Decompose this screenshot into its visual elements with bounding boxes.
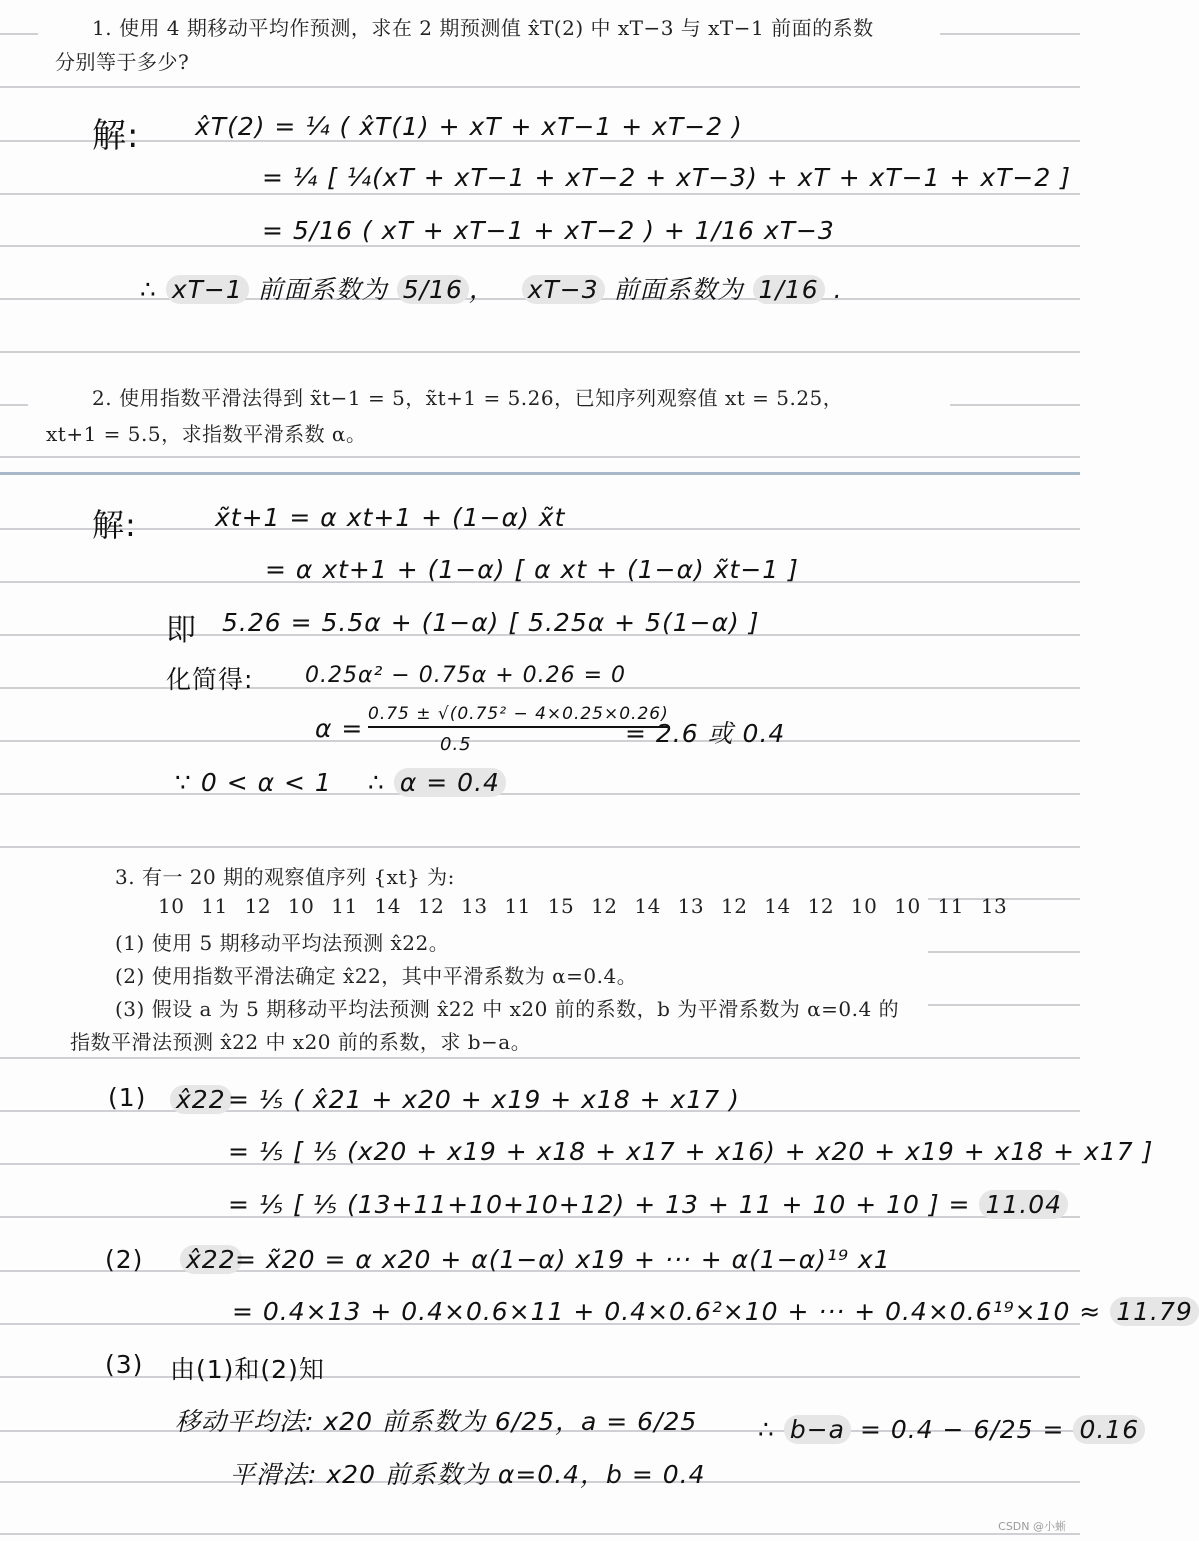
rule-line: [0, 86, 1080, 88]
problem-2-alpha-lhs: α =: [315, 714, 364, 743]
solution-label: 解:: [92, 506, 137, 544]
rule-line: [0, 404, 28, 406]
solution-label: 解:: [92, 116, 140, 156]
comma: ，: [468, 275, 495, 304]
problem-1-equation-1: x̂T(2) = ¼ ( x̂T(1) + xT + xT−1 + xT−2 ): [195, 112, 743, 141]
highlight-term: x̂22: [180, 1245, 242, 1274]
answer-1-lhs: [170, 1085, 232, 1114]
rule-line: [0, 793, 1080, 795]
problem-3-sub-3-line-2: 指数平滑法预测 x̂22 中 x20 前的系数，求 b−a。: [70, 1030, 532, 1054]
rule-line: [0, 1057, 1080, 1059]
answer-3-label: (3): [105, 1350, 144, 1379]
problem-3-question-line-1: 3. 有一 20 期的观察值序列 {xt} 为:: [115, 865, 455, 889]
problem-1-conclusion: [140, 270, 843, 306]
answer-2-label: (2): [105, 1245, 144, 1274]
equation-text: = 0.4×13 + 0.4×0.6×11 + 0.4×0.6²×10 + ··· + 0.4×0.6¹⁹×10 ≈: [232, 1297, 1102, 1326]
problem-2-equation-4-label: 化简得:: [166, 665, 254, 694]
problem-3-series: 10 11 12 10 11 14 12 13 11 15 12 14 13 12 14 12 10 10 11 13: [158, 894, 1008, 918]
rule-line: [0, 456, 1080, 458]
highlight-term: xT−1: [166, 275, 249, 304]
problem-2-question-line-2: xt+1 = 5.5，求指数平滑系数 α。: [46, 422, 367, 446]
rule-line: [0, 33, 38, 35]
problem-1-equation-2: = ¼ [ ¼(xT + xT−1 + xT−2 + xT−3) + xT + xT−1 + xT−2 ]: [262, 163, 1071, 192]
rule-line: [0, 740, 1080, 742]
answer-3-smoothing: 平滑法: x20 前系数为 α=0.4，b = 0.4: [230, 1460, 706, 1489]
highlight-coefficient: 5/16: [397, 275, 469, 304]
equation-text: = ⅕ [ ⅕ (13+11+10+10+12) + 13 + 11 + 10 + 10 ] =: [228, 1190, 971, 1219]
period: .: [833, 275, 843, 304]
answer-2-equation-2: [232, 1297, 1199, 1326]
answer-1-label: (1): [108, 1083, 147, 1112]
therefore-symbol: ∴: [140, 275, 157, 304]
problem-3-sub-3-line-1: (3) 假设 a 为 5 期移动平均法预测 x̂22 中 x20 前的系数，b 为平滑系数为 α=0.4 的: [115, 997, 900, 1021]
answer-3-conclusion: [758, 1415, 1145, 1444]
rule-line: [0, 351, 1080, 353]
problem-2-equation-1: x̃t+1 = α xt+1 + (1−α) x̃t: [215, 503, 566, 532]
problem-2-answer: α = 0.4: [394, 768, 506, 797]
problem-2-equation-4: 0.25α² − 0.75α + 0.26 = 0: [305, 663, 627, 688]
problem-2-fraction-denominator: 0.5: [440, 734, 472, 755]
problem-1-question-line-2: 分别等于多少?: [55, 50, 190, 74]
rule-line: [940, 33, 1080, 35]
problem-2-equation-3: 5.26 = 5.5α + (1−α) [ 5.25α + 5(1−α) ]: [222, 608, 760, 637]
answer-3-moving-average: 移动平均法: x20 前系数为 6/25，a = 6/25: [175, 1407, 698, 1436]
answer-3-result: 0.16: [1073, 1415, 1145, 1444]
answer-1-equation-1: = ⅕ ( x̂21 + x20 + x19 + x18 + x17 ): [228, 1085, 740, 1114]
rule-line: [0, 1376, 1080, 1378]
answer-1-equation-3: [228, 1190, 1068, 1219]
rule-line: [0, 1533, 1080, 1535]
answer-2-lhs: [180, 1245, 242, 1274]
conclusion-text: 前面系数为: [257, 275, 388, 304]
problem-2-question-line-1: 2. 使用指数平滑法得到 x̃t−1 = 5，x̃t+1 = 5.26，已知序列观察值 xt = 5.25，: [92, 386, 844, 410]
equation-text: = 0.4 − 6/25 =: [859, 1415, 1065, 1444]
problem-3-sub-1: (1) 使用 5 期移动平均法预测 x̂22。: [115, 931, 450, 955]
problem-2-alpha-rhs: = 2.6 或 0.4: [625, 719, 786, 748]
rule-line: [0, 846, 1080, 848]
answer-2-equation-1: = x̃20 = α x20 + α(1−α) x19 + ··· + α(1−α)¹⁹ x1: [235, 1245, 891, 1274]
answer-2-result: 11.79: [1110, 1297, 1199, 1326]
highlight-term: b−a: [784, 1415, 851, 1444]
highlight-term: xT−3: [522, 275, 605, 304]
rule-line: [928, 951, 1080, 953]
rule-line-blue: [0, 472, 1080, 475]
problem-3-sub-2: (2) 使用指数平滑法确定 x̂22，其中平滑系数为 α=0.4。: [115, 964, 638, 988]
problem-2-because: ∵ 0 < α < 1: [175, 768, 332, 797]
conclusion-text: 前面系数为: [613, 275, 744, 304]
therefore-symbol: ∴: [758, 1415, 775, 1444]
problem-2-equation-3-label: 即: [166, 613, 197, 648]
answer-3-intro: 由(1)和(2)知: [170, 1355, 325, 1384]
rule-line: [928, 1004, 1080, 1006]
rule-line: [0, 193, 1080, 195]
problem-2-equation-2: = α xt+1 + (1−α) [ α xt + (1−α) x̃t−1 ]: [265, 555, 799, 584]
rule-line: [0, 245, 1080, 247]
highlight-coefficient: 1/16: [753, 275, 825, 304]
highlight-term: x̂22: [170, 1085, 232, 1114]
problem-1-question-line-1: 1. 使用 4 期移动平均作预测，求在 2 期预测值 x̂T(2) 中 xT−3 与 xT−1 前面的系数: [92, 16, 874, 40]
watermark: CSDN @小蜥: [998, 1520, 1066, 1533]
problem-1-equation-3: = 5/16 ( xT + xT−1 + xT−2 ) + 1/16 xT−3: [262, 216, 835, 245]
answer-1-equation-2: = ⅕ [ ⅕ (x20 + x19 + x18 + x17 + x16) + x20 + x19 + x18 + x17 ]: [228, 1137, 1154, 1166]
rule-line: [950, 404, 1080, 406]
problem-2-fraction-numerator: 0.75 ± √(0.75² − 4×0.25×0.26): [368, 704, 669, 728]
therefore-symbol: ∴: [368, 768, 385, 797]
problem-2-therefore: [368, 768, 506, 797]
answer-1-result: 11.04: [979, 1190, 1068, 1219]
